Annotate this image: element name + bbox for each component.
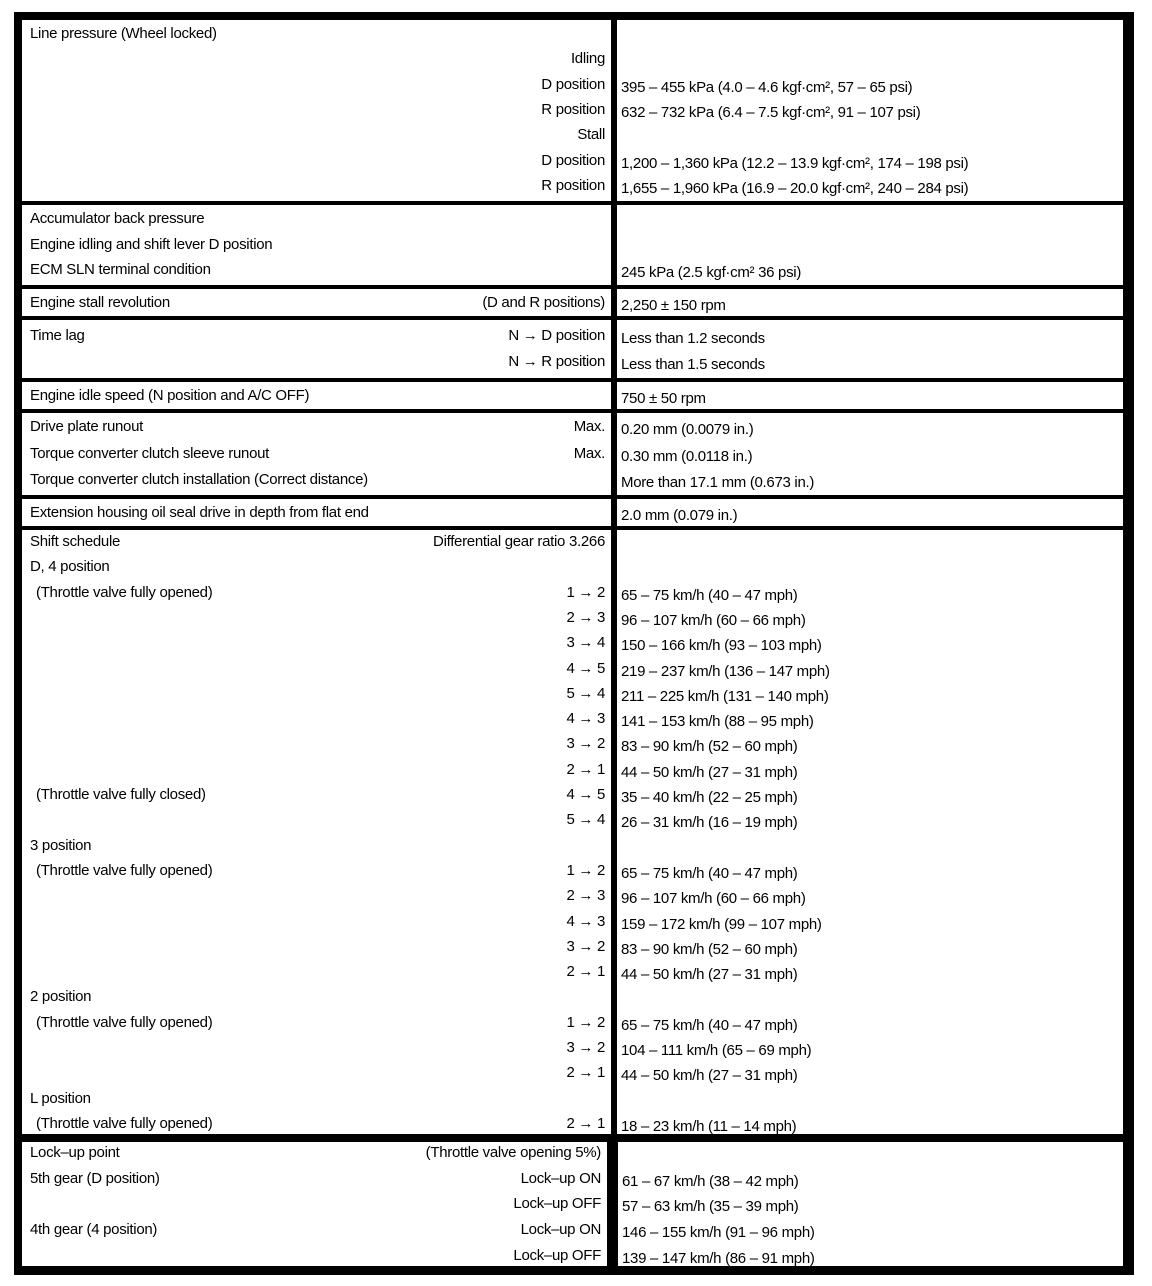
spec-condition: 5 → 4 — [566, 811, 605, 829]
spec-condition: R position — [541, 100, 605, 118]
spec-row — [22, 149, 611, 173]
spec-condition: 4 → 3 — [566, 912, 605, 930]
spec-value: 44 – 50 km/h (27 – 31 mph) — [621, 763, 798, 781]
spec-row — [22, 1061, 611, 1085]
spec-value: 0.20 mm (0.0079 in.) — [621, 421, 754, 438]
spec-item-label: (Throttle valve fully closed) — [36, 786, 206, 803]
spec-condition: 2 → 3 — [566, 608, 605, 626]
spec-row — [22, 555, 611, 579]
spec-row — [22, 1142, 607, 1165]
spec-condition: 1 → 2 — [566, 861, 605, 879]
spec-item-label: 4th gear (4 position) — [30, 1221, 158, 1239]
spec-item-label: Shift schedule — [30, 533, 121, 550]
spec-value: 26 – 31 km/h (16 – 19 mph) — [621, 814, 798, 832]
spec-row — [22, 707, 611, 731]
spec-value: 146 – 155 km/h (91 – 96 mph) — [622, 1224, 815, 1242]
spec-condition: 2 → 3 — [566, 887, 605, 905]
spec-value-row — [617, 22, 1123, 46]
spec-label-cell — [22, 382, 611, 409]
spec-row — [22, 884, 611, 908]
spec-item-label: L position — [30, 1089, 91, 1107]
spec-value-row — [617, 47, 1123, 71]
spec-condition: N → R position — [508, 352, 605, 370]
spec-value: Less than 1.2 seconds — [621, 330, 765, 347]
spec-row — [22, 73, 611, 97]
spec-item-label: Engine stall revolution — [30, 294, 170, 311]
spec-label-cell — [22, 20, 611, 201]
spec-value: 219 – 237 km/h (136 – 147 mph) — [621, 662, 830, 680]
spec-value-row — [618, 1244, 1123, 1266]
spec-value-row — [617, 631, 1123, 655]
spec-row — [22, 808, 611, 832]
spec-row — [22, 384, 611, 408]
spec-item-label: ECM SLN terminal condition — [30, 261, 211, 278]
spec-row — [22, 910, 611, 934]
spec-item-label: Time lag — [30, 327, 85, 344]
spec-condition: 1 → 2 — [566, 583, 605, 601]
spec-value-row — [618, 1218, 1123, 1242]
spec-value: 2,250 ± 150 rpm — [621, 297, 726, 314]
spec-label-cell — [22, 413, 611, 495]
spec-value-row — [617, 884, 1123, 908]
spec-label-cell — [22, 530, 611, 1134]
spec-value-row — [617, 606, 1123, 630]
spec-value-row — [617, 707, 1123, 731]
spec-value-row — [617, 808, 1123, 832]
spec-item-label: Accumulator back pressure — [30, 210, 205, 227]
spec-condition: 2 → 1 — [566, 963, 605, 981]
spec-value: 96 – 107 km/h (60 – 66 mph) — [621, 611, 806, 629]
spec-value-row — [617, 501, 1123, 525]
spec-value: 83 – 90 km/h (52 – 60 mph) — [621, 940, 798, 958]
spec-value: 141 – 153 km/h (88 – 95 mph) — [621, 713, 814, 731]
spec-row — [22, 758, 611, 782]
spec-value-row — [617, 98, 1123, 122]
spec-value-cell — [617, 530, 1123, 1134]
spec-row — [22, 1167, 607, 1191]
spec-row — [22, 606, 611, 630]
spec-value-row — [617, 859, 1123, 883]
spec-row — [22, 123, 611, 147]
spec-item-label: Line pressure (Wheel locked) — [30, 25, 217, 42]
spec-value-row — [617, 324, 1123, 348]
spec-value-row — [617, 1036, 1123, 1060]
spec-row — [22, 1244, 607, 1266]
spec-value-row — [617, 1087, 1123, 1111]
spec-item-label: Drive plate runout — [30, 418, 143, 435]
spec-condition: Max. — [573, 444, 605, 462]
spec-condition: Lock–up OFF — [513, 1246, 601, 1264]
spec-label-cell — [22, 1142, 607, 1266]
spec-condition: Max. — [573, 418, 605, 435]
spec-condition: Stall — [577, 126, 605, 144]
spec-row — [22, 657, 611, 681]
spec-row — [22, 1011, 611, 1035]
spec-row — [22, 581, 611, 605]
spec-value-row — [617, 207, 1123, 231]
spec-value: Less than 1.5 seconds — [621, 355, 765, 373]
spec-value-row — [617, 442, 1123, 466]
spec-value-row — [617, 233, 1123, 257]
spec-value-row — [617, 834, 1123, 858]
spec-value-cell — [617, 289, 1123, 316]
spec-value: 83 – 90 km/h (52 – 60 mph) — [621, 738, 798, 756]
spec-value: 44 – 50 km/h (27 – 31 mph) — [621, 966, 798, 984]
spec-condition: 4 → 5 — [566, 659, 605, 677]
spec-condition: Lock–up OFF — [513, 1195, 601, 1213]
spec-condition: (D and R positions) — [482, 294, 605, 311]
spec-item-label: Engine idling and shift lever D position — [30, 235, 273, 253]
spec-value: 35 – 40 km/h (22 – 25 mph) — [621, 789, 798, 806]
spec-value-row — [617, 960, 1123, 984]
spec-item-label: (Throttle valve fully opened) — [36, 1013, 213, 1031]
spec-value-row — [617, 657, 1123, 681]
spec-item-label: (Throttle valve fully opened) — [36, 1114, 213, 1132]
spec-condition: 3 → 4 — [566, 634, 605, 652]
spec-value-row — [617, 783, 1123, 807]
spec-condition: 3 → 2 — [566, 1039, 605, 1056]
spec-value-row — [617, 1061, 1123, 1085]
spec-value: 18 – 23 km/h (11 – 14 mph) — [621, 1117, 797, 1134]
spec-condition: R position — [541, 176, 605, 194]
spec-value: 65 – 75 km/h (40 – 47 mph) — [621, 1016, 798, 1034]
spec-item-label: 5th gear (D position) — [30, 1169, 160, 1187]
spec-value: More than 17.1 mm (0.673 in.) — [621, 474, 815, 491]
spec-item-label: Torque converter clutch sleeve runout — [30, 444, 270, 462]
spec-value-row — [617, 1112, 1123, 1134]
spec-value-row — [617, 149, 1123, 173]
spec-item-label: (Throttle valve fully opened) — [36, 861, 213, 879]
spec-row — [22, 783, 611, 807]
spec-item-label: 3 position — [30, 836, 92, 854]
spec-row — [22, 350, 611, 374]
spec-value: 159 – 172 km/h (99 – 107 mph) — [621, 915, 822, 933]
spec-row — [22, 47, 611, 71]
spec-value: 211 – 225 km/h (131 – 140 mph) — [621, 687, 829, 705]
spec-value-row — [617, 468, 1123, 492]
spec-row — [22, 530, 611, 554]
spec-row — [22, 468, 611, 492]
spec-condition: 4 → 5 — [566, 786, 605, 803]
spec-value-row — [617, 1011, 1123, 1035]
spec-value-row — [617, 350, 1123, 374]
spec-row — [22, 98, 611, 122]
spec-condition: 2 → 1 — [566, 760, 605, 778]
spec-value: 65 – 75 km/h (40 – 47 mph) — [621, 864, 798, 882]
spec-row — [22, 960, 611, 984]
spec-condition: 3 → 2 — [566, 735, 605, 753]
spec-value-cell — [617, 413, 1123, 495]
spec-condition: 3 → 2 — [566, 937, 605, 955]
spec-value: 395 – 455 kPa (4.0 – 4.6 kgf·cm², 57 – 65 psi) — [621, 78, 913, 96]
spec-value: 632 – 732 kPa (6.4 – 7.5 kgf·cm², 91 – 107 psi) — [621, 103, 921, 121]
spec-value-row — [617, 73, 1123, 97]
spec-label-cell — [22, 320, 611, 378]
spec-item-label: (Throttle valve fully opened) — [36, 583, 213, 601]
spec-row — [22, 442, 611, 466]
spec-value-row — [617, 682, 1123, 706]
spec-condition: Differential gear ratio 3.266 — [433, 533, 605, 550]
spec-condition: 5 → 4 — [566, 684, 605, 702]
spec-value: 65 – 75 km/h (40 – 47 mph) — [621, 586, 798, 604]
spec-value-row — [617, 258, 1123, 282]
spec-value-cell — [617, 320, 1123, 378]
spec-value: 0.30 mm (0.0118 in.) — [621, 447, 753, 465]
spec-value-row — [617, 758, 1123, 782]
spec-value: 150 – 166 km/h (93 – 103 mph) — [621, 637, 822, 655]
spec-value-row — [617, 415, 1123, 439]
spec-value-row — [617, 291, 1123, 315]
spec-row — [22, 859, 611, 883]
spec-row — [22, 324, 611, 348]
spec-value-row — [617, 732, 1123, 756]
spec-value-row — [618, 1192, 1123, 1216]
spec-row — [22, 22, 611, 46]
spec-value: 2.0 mm (0.079 in.) — [621, 507, 738, 524]
spec-row — [22, 935, 611, 959]
spec-value-cell — [617, 20, 1123, 201]
spec-value: 96 – 107 km/h (60 – 66 mph) — [621, 890, 806, 908]
spec-row — [22, 415, 611, 439]
spec-row — [22, 631, 611, 655]
spec-value: 1,655 – 1,960 kPa (16.9 – 20.0 kgf·cm², 240 – 284 psi) — [621, 179, 969, 197]
spec-row — [22, 682, 611, 706]
spec-row — [22, 985, 611, 1009]
spec-value-row — [617, 910, 1123, 934]
spec-label-cell — [22, 499, 611, 526]
spec-row — [22, 174, 611, 198]
spec-condition: N → D position — [508, 327, 605, 344]
spec-item-label: Extension housing oil seal drive in depth from flat end — [30, 504, 369, 521]
spec-value-row — [617, 174, 1123, 198]
spec-value: 139 – 147 km/h (86 – 91 mph) — [622, 1249, 815, 1266]
spec-row — [22, 1036, 611, 1060]
spec-item-label: Lock–up point — [30, 1144, 120, 1161]
spec-value: 750 ± 50 rpm — [621, 390, 706, 407]
spec-condition: Lock–up ON — [520, 1169, 601, 1187]
spec-row — [22, 501, 611, 525]
spec-item-label: D, 4 position — [30, 558, 110, 576]
spec-condition: 1 → 2 — [566, 1013, 605, 1031]
spec-value: 44 – 50 km/h (27 – 31 mph) — [621, 1067, 798, 1085]
spec-condition: Lock–up ON — [520, 1221, 601, 1239]
spec-value-row — [617, 985, 1123, 1009]
spec-row — [22, 207, 611, 231]
spec-value: 1,200 – 1,360 kPa (12.2 – 13.9 kgf·cm², 174 – 198 psi) — [621, 154, 969, 172]
spec-value-row — [617, 935, 1123, 959]
spec-condition: 2 → 1 — [566, 1114, 605, 1132]
spec-condition: Idling — [570, 50, 605, 68]
spec-value-cell — [617, 499, 1123, 526]
spec-value-cell — [617, 382, 1123, 409]
spec-value-row — [617, 530, 1123, 554]
spec-label-cell — [22, 205, 611, 285]
spec-condition: D position — [541, 151, 605, 169]
spec-value: 61 – 67 km/h (38 – 42 mph) — [622, 1172, 799, 1190]
spec-value-row — [617, 384, 1123, 408]
spec-value-cell — [617, 205, 1123, 285]
spec-value-row — [617, 123, 1123, 147]
spec-value: 245 kPa (2.5 kgf·cm² 36 psi) — [621, 264, 802, 281]
spec-row — [22, 258, 611, 282]
spec-row — [22, 834, 611, 858]
spec-value-row — [618, 1167, 1123, 1191]
spec-value-row — [617, 555, 1123, 579]
spec-item-label: Torque converter clutch installation (Correct distance) — [30, 471, 368, 488]
spec-item-label: 2 position — [30, 988, 92, 1006]
spec-row — [22, 1087, 611, 1111]
spec-value-cell — [618, 1142, 1123, 1266]
spec-row — [22, 291, 611, 315]
spec-item-label: Engine idle speed (N position and A/C OFF) — [30, 387, 310, 404]
spec-condition: D position — [541, 75, 605, 93]
spec-condition: (Throttle valve opening 5%) — [425, 1144, 601, 1161]
spec-row — [22, 233, 611, 257]
spec-condition: 2 → 1 — [566, 1064, 605, 1082]
spec-value-row — [617, 581, 1123, 605]
spec-value: 57 – 63 km/h (35 – 39 mph) — [622, 1198, 799, 1216]
spec-value-row — [618, 1142, 1123, 1165]
spec-value: 104 – 111 km/h (65 – 69 mph) — [621, 1042, 812, 1059]
spec-row — [22, 1192, 607, 1216]
spec-condition: 4 → 3 — [566, 710, 605, 728]
spec-row — [22, 1112, 611, 1134]
spec-row — [22, 732, 611, 756]
spec-row — [22, 1218, 607, 1242]
spec-label-cell — [22, 289, 611, 316]
